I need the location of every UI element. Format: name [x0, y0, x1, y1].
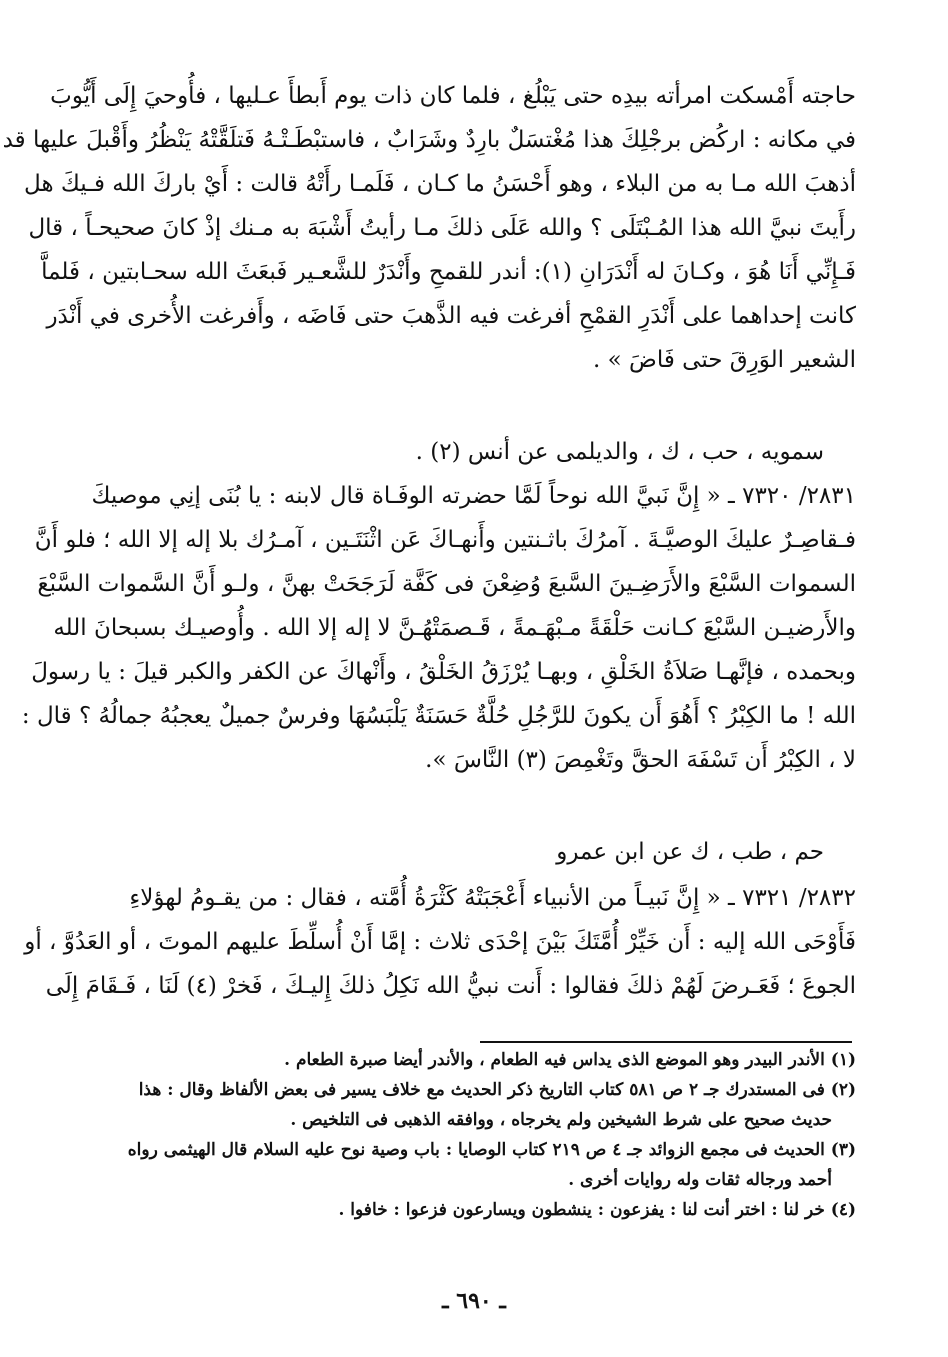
text-line: الشعير الوَرِقَ حتى فَاضَ » .: [593, 347, 856, 373]
footnote: (٣) الحديث فى مجمع الزوائد جـ ٤ ص ٢١٩ كتاب الوصايا : باب وصية نوح عليه السلام قال الهيثمى رواه: [127, 1140, 856, 1160]
text-line: فـقاصِـرٌ عليكَ الوصيَّـةَ . آمرُكَ باثـنتين وأَنهـاكَ عَن اثْنَتَـين ، آمـرُك بلا إله إلا الله ؛ فلو أَنَّ: [34, 527, 856, 553]
text-line: الجوعَ ؛ فَعَـرضَ لَهُمْ ذلكَ فقالوا : أَنت نبيُّ الله نَكِلُ ذلكَ إِليـكَ ، فَخرْ (٤) لَنَا ، فَـقَامَ إِلَى: [45, 973, 856, 999]
footnote: (٢) فى المستدرك جـ ٢ ص ٥٨١ كتاب التاريخ ذكر الحديث مع خلاف يسير فى بعض الألفاظ وقال : هذا: [138, 1080, 856, 1100]
text-line: أذهبَ الله مـا به من البلاء ، وهو أَحْسَنُ ما كـان ، فَلَمـا رأَتْهُ قالت : أَيْ باركَ الله فـيكَ هل: [24, 171, 856, 197]
text-line: وبحمده ، فإنَّهـا صَلاَةُ الخَلْقِ ، وبهـا يُرْزَقُ الخَلْقُ ، وأَنْهاكَ عن الكفر والكبر قيلَ : يا رسولَ: [31, 659, 856, 685]
hadith-source: حم ، طب ، ك عن ابن عمرو: [556, 839, 824, 865]
text-line: ٢٨٣١/ ٧٣٢٠ ـ « إِنَّ نَبيَّ الله نوحاً لَمَّا حضرته الوفَـاة قال لابنه : يا بُنَى إنِي موصيكَ: [91, 483, 856, 509]
text-line: فَأَوْحَى الله إليه : أَن خَيِّرْ أُمَّتَكَ بَيْنَ إحْدَى ثلاث : إمَّا أَنْ أُسلِّطَ عليهم الموتَ ، أو العَدُوَّ ، أو: [24, 929, 856, 955]
text-line: السموات السَّبْعَ والأَرَضِـينَ السَّبعَ وُضِعْنَ فى كَفَّة لَرَجَحَتْ بهنَّ ، ولـو أَنَّ السَّموات السَّبْعَ: [37, 571, 856, 597]
text-line: والأَرضيـن السَّبْعَ كـانت حَلْقَةً مـبْهَـمةً ، قَـصمَتْهُـنَّ لا إله إلا الله . وأُوصيـك بسبحانَ الله: [53, 615, 856, 641]
footnote-continuation: أحمد ورجاله ثقات وله روايات أخرى .: [568, 1170, 832, 1190]
footnotes: [86, 1045, 856, 1225]
footnote: (١) الأندر البيدر وهو الموضع الذى يداس فيه الطعام ، والأندر أيضا صبرة الطعام .: [284, 1050, 856, 1070]
footnote: (٤) خر لنا : اختر أنت لنا : يفزعون : ينشطون ويسارعون فزعوا : خافوا .: [338, 1200, 856, 1220]
page-number: ـ ٦٩٠ ـ: [442, 1288, 506, 1314]
main-text: [2, 74, 856, 382]
text-line: كانت إحداهما على أَنْدَرِ القمْحِ أفرغت فيه الذَّهبَ حتى فَاضَه ، وأَفرغت الأُخرى في أَنْدَر: [46, 303, 856, 329]
text-line: الله ! ما الكِبْرُ ؟ أَهُوَ أَن يكونَ للرَّجُلِ حُلَّةٌ حَسَنَةٌ يَلْبَسُهَا وفرسٌ جميلٌ يعجبُهُ جمالُهُ ؟ قال :: [21, 703, 856, 729]
text-line: فَـإِنِّي أَنَا هُوَ ، وكـانَ له أَنْدَرَانِ (١): أندر للقمحِ وأَنْدَرٌ للشَّعـير فَبعَثَ الله سحـابتين ، فَلماَّ: [41, 259, 856, 285]
text-line: في مكانه : اركُض برجْلِكَ هذا مُغْتسَلٌ بارِدٌ وشَرَابٌ ، فاستبْطَـتْـهُ فَتلَقَّتْهُ يَنْظُرُ وأَقْبلَ عليها قد: [2, 127, 856, 153]
footnote-separator: [480, 1041, 852, 1043]
hadith-source: سمويه ، حب ، ك ، والديلمى عن أنس (٢) .: [415, 439, 824, 465]
footnote-continuation: حديث صحيح على شرط الشيخين ولم يخرجاه ، ووافقه الذهبى فى التلخيص .: [290, 1110, 832, 1130]
text-line: لا ، الكِبْرُ أَن تَسْفَهَ الحقَّ وتَغْمِصَ (٣) النَّاسَ ».: [425, 747, 856, 773]
text-line: رأَيتَ نبيَّ الله هذا المُـبْتَلَى ؟ والله عَلَى ذلكَ مـا رأيتُ أَشْبَهَ به مـنك إذْ كانَ صحيحـاً ، قال: [28, 215, 856, 241]
text-line: ٢٨٣٢/ ٧٣٢١ ـ « إِنَّ نَبيـاً من الأنبياء أَعْجَبَتْهُ كَثْرَةُ أُمَّته ، فقال : من يقـومُ لهؤلاءِ: [129, 885, 856, 911]
hadith-2832: [24, 876, 856, 1008]
hadith-2831: [21, 474, 856, 782]
text-line: حاجته أَمْسكت امرأته بيدِه حتى يَبْلُغ ، فلما كان ذات يوم أَبطأَ عـليها ، فأُوحيَ إِلَى أَيُّوبَ: [50, 83, 856, 109]
